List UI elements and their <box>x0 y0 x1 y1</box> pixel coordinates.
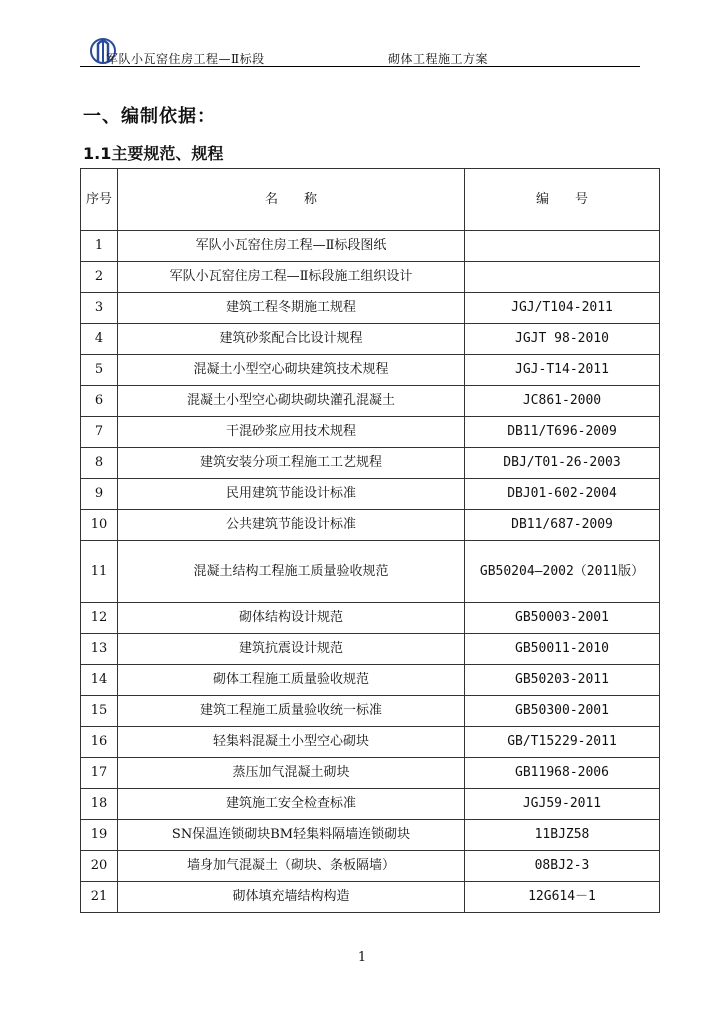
row-name: 建筑安装分项工程施工工艺规程 <box>118 448 465 479</box>
table-header-row <box>81 169 660 231</box>
row-no: 14 <box>81 665 118 696</box>
row-no: 12 <box>81 603 118 634</box>
table-row <box>81 882 660 913</box>
row-code <box>465 262 660 293</box>
row-code: 12G614－1 <box>465 882 660 913</box>
table-row <box>81 851 660 882</box>
row-code: 11BJZ58 <box>465 820 660 851</box>
row-name: 建筑工程冬期施工规程 <box>118 293 465 324</box>
table-row <box>81 789 660 820</box>
row-no: 3 <box>81 293 118 324</box>
table-row <box>81 324 660 355</box>
row-code: DB11/T696-2009 <box>465 417 660 448</box>
row-name: 混凝土结构工程施工质量验收规范 <box>118 541 465 603</box>
row-name: 混凝土小型空心砌块建筑技术规程 <box>118 355 465 386</box>
row-no: 10 <box>81 510 118 541</box>
row-name: 干混砂浆应用技术规程 <box>118 417 465 448</box>
row-name: 建筑抗震设计规范 <box>118 634 465 665</box>
row-no: 2 <box>81 262 118 293</box>
row-name: 蒸压加气混凝土砌块 <box>118 758 465 789</box>
table-row <box>81 262 660 293</box>
header-code: 编 号 <box>465 169 660 231</box>
row-name: 建筑砂浆配合比设计规程 <box>118 324 465 355</box>
row-no: 7 <box>81 417 118 448</box>
section-title: 一、编制依据： <box>83 106 216 127</box>
subsection-title: 1.1主要规范、规程 <box>83 144 224 163</box>
row-no: 15 <box>81 696 118 727</box>
row-name: 建筑施工安全检查标准 <box>118 789 465 820</box>
row-name: 砌体结构设计规范 <box>118 603 465 634</box>
table-row <box>81 510 660 541</box>
table-row <box>81 417 660 448</box>
table-row <box>81 820 660 851</box>
row-no: 21 <box>81 882 118 913</box>
row-name: 公共建筑节能设计标准 <box>118 510 465 541</box>
row-code: GB11968-2006 <box>465 758 660 789</box>
row-code <box>465 231 660 262</box>
table-row <box>81 634 660 665</box>
row-code: GB/T15229-2011 <box>465 727 660 758</box>
row-code: DBJ01-602-2004 <box>465 479 660 510</box>
row-no: 5 <box>81 355 118 386</box>
table-row <box>81 541 660 603</box>
row-code: GB50203-2011 <box>465 665 660 696</box>
row-name: 砌体填充墙结构构造 <box>118 882 465 913</box>
header-project-title: 军队小瓦窑住房工程—Ⅱ标段 <box>106 52 265 66</box>
row-name: SN保温连锁砌块BM轻集料隔墙连锁砌块 <box>118 820 465 851</box>
table-row <box>81 231 660 262</box>
row-no: 11 <box>81 541 118 603</box>
row-code: JGJ59-2011 <box>465 789 660 820</box>
header-document-title: 砌体工程施工方案 <box>388 52 489 66</box>
row-no: 8 <box>81 448 118 479</box>
row-code: DBJ/T01-26-2003 <box>465 448 660 479</box>
row-code: DB11/687-2009 <box>465 510 660 541</box>
row-no: 13 <box>81 634 118 665</box>
table-row <box>81 355 660 386</box>
row-name: 军队小瓦窑住房工程—Ⅱ标段图纸 <box>118 231 465 262</box>
row-no: 1 <box>81 231 118 262</box>
header-name: 名 称 <box>118 169 465 231</box>
row-name: 轻集料混凝土小型空心砌块 <box>118 727 465 758</box>
page-number: 1 <box>357 950 367 965</box>
row-no: 19 <box>81 820 118 851</box>
table-row <box>81 479 660 510</box>
row-code: JC861-2000 <box>465 386 660 417</box>
row-code: JGJT 98-2010 <box>465 324 660 355</box>
row-code: GB50300-2001 <box>465 696 660 727</box>
header-no: 序号 <box>81 169 118 231</box>
standards-table <box>80 168 660 913</box>
page-header <box>80 36 640 67</box>
row-name: 民用建筑节能设计标准 <box>118 479 465 510</box>
row-code: JGJ-T14-2011 <box>465 355 660 386</box>
table-row <box>81 758 660 789</box>
row-no: 18 <box>81 789 118 820</box>
table-row <box>81 696 660 727</box>
row-name: 墙身加气混凝土（砌块、条板隔墙） <box>118 851 465 882</box>
table-row <box>81 665 660 696</box>
row-name: 军队小瓦窑住房工程—Ⅱ标段施工组织设计 <box>118 262 465 293</box>
row-name: 混凝土小型空心砌块砌块灌孔混凝土 <box>118 386 465 417</box>
row-name: 砌体工程施工质量验收规范 <box>118 665 465 696</box>
table-row <box>81 727 660 758</box>
row-no: 6 <box>81 386 118 417</box>
row-no: 9 <box>81 479 118 510</box>
row-code: 08BJ2-3 <box>465 851 660 882</box>
row-code: GB50003-2001 <box>465 603 660 634</box>
row-no: 20 <box>81 851 118 882</box>
table-row <box>81 448 660 479</box>
row-code: GB50011-2010 <box>465 634 660 665</box>
table-row <box>81 603 660 634</box>
row-code: JGJ/T104-2011 <box>465 293 660 324</box>
row-no: 4 <box>81 324 118 355</box>
row-code: GB50204—2002（2011版） <box>465 541 660 603</box>
row-no: 16 <box>81 727 118 758</box>
table-row <box>81 386 660 417</box>
row-no: 17 <box>81 758 118 789</box>
table-row <box>81 293 660 324</box>
row-name: 建筑工程施工质量验收统一标准 <box>118 696 465 727</box>
